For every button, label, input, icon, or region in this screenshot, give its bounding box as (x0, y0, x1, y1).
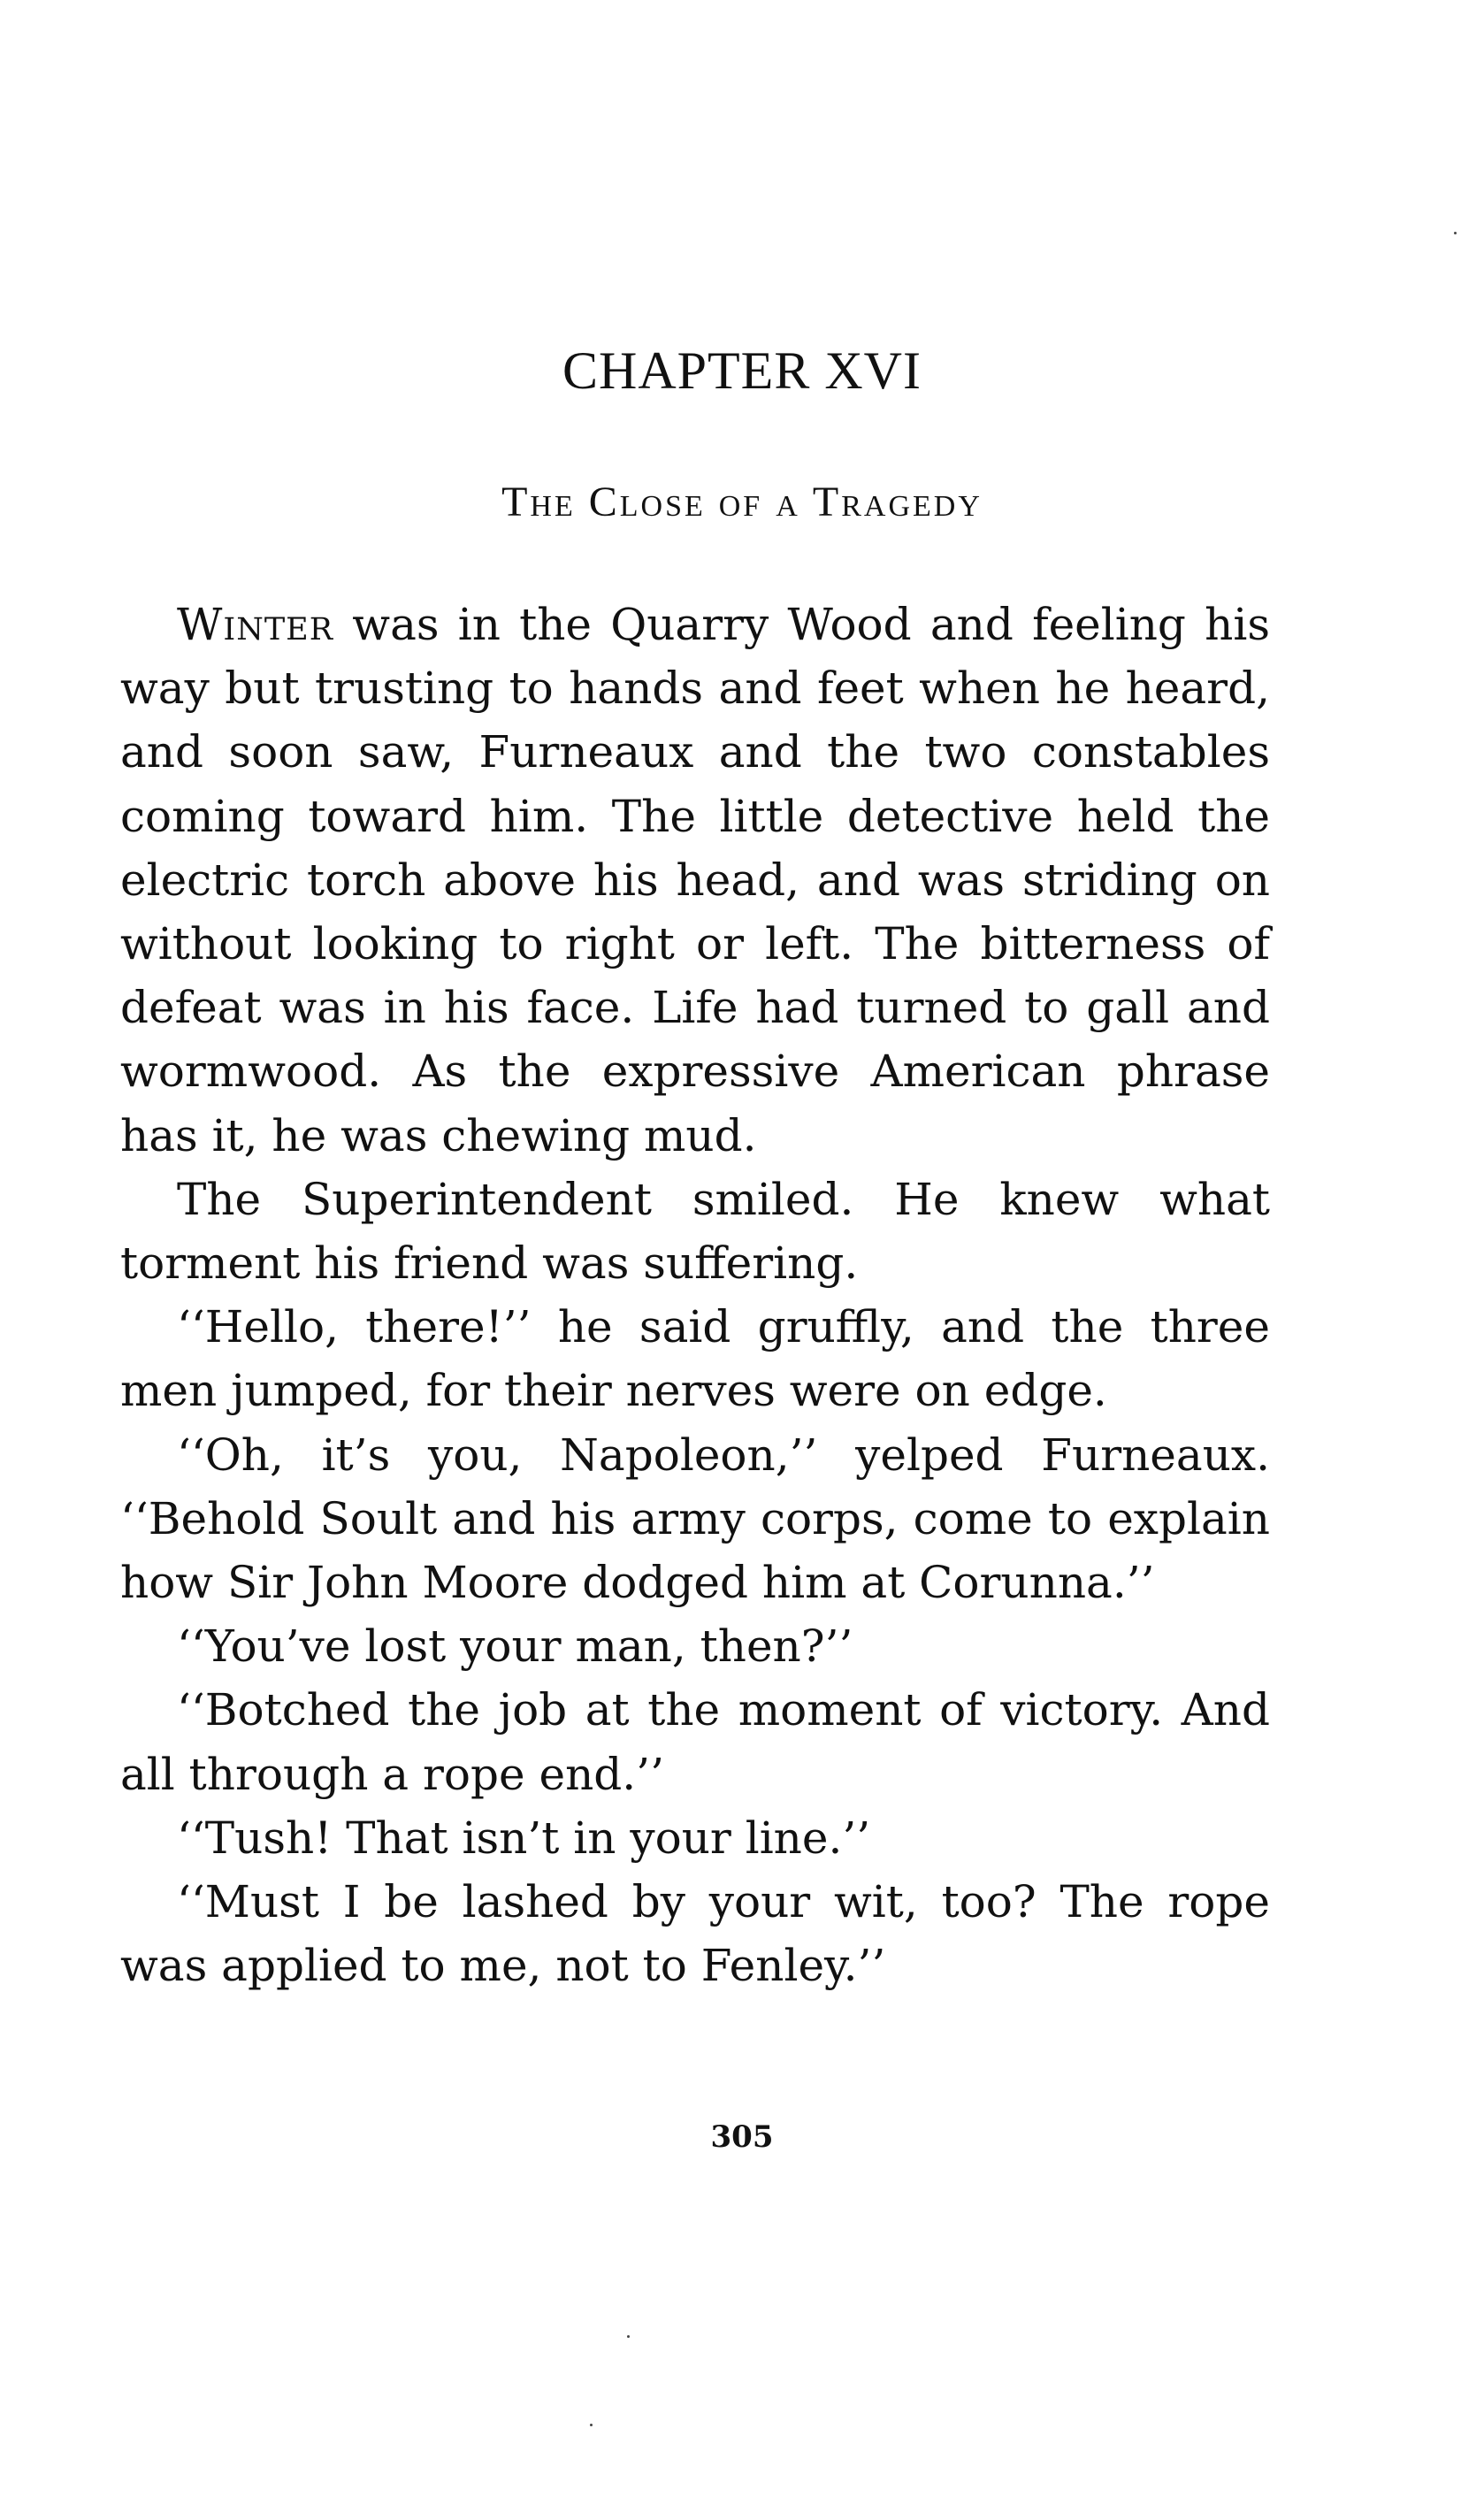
chapter-heading: CHAPTER XVI (562, 341, 922, 400)
paper-speck (590, 2424, 593, 2426)
paragraph (120, 593, 1270, 1168)
page-number: 305 (710, 2119, 774, 2155)
lead-word: Winter (177, 599, 334, 650)
paragraph: ‘‘Hello, there!’’ he said gruffly, and the three men jumped, for their nerves were on edge. (120, 1301, 1270, 1417)
paper-speck (627, 2335, 630, 2338)
paper-speck (1454, 232, 1457, 234)
paragraph: ‘‘Tush! That isn’t in your line.’’ (177, 1812, 871, 1864)
paragraph: ‘‘Must I be lashed by your wit, too? The rope was applied to me, not to Fenley.’’ (120, 1876, 1270, 1992)
paragraph: ‘‘Oh, it’s you, Napoleon,’’ yelped Furneaux. ‘‘Behold Soult and his army corps, come to explain how Sir John Moore dodged him at Corunna.’’ (120, 1429, 1270, 1609)
chapter-subtitle: The Close of a Tragedy (501, 479, 983, 525)
paragraph: ‘‘You’ve lost your man, then?’’ (177, 1620, 853, 1673)
paragraph: The Superintendent smiled. He knew what torment his friend was suffering. (120, 1173, 1270, 1290)
paragraph-text: was in the Quarry Wood and feeling his way but trusting to hands and feet when he heard, and soon saw, Furneaux and the two constables coming toward him. The little detective held the electric torch above his head, and was striding on without looking to right or left. The bitterness of defeat was in his face. Life had turned to gall and wormwood. As the expressive American phrase has it, he was chewing mud. (120, 599, 1270, 1161)
body-text (120, 593, 1270, 1997)
paragraph: ‘‘Botched the job at the moment of victory. And all through a rope end.’’ (120, 1684, 1270, 1800)
